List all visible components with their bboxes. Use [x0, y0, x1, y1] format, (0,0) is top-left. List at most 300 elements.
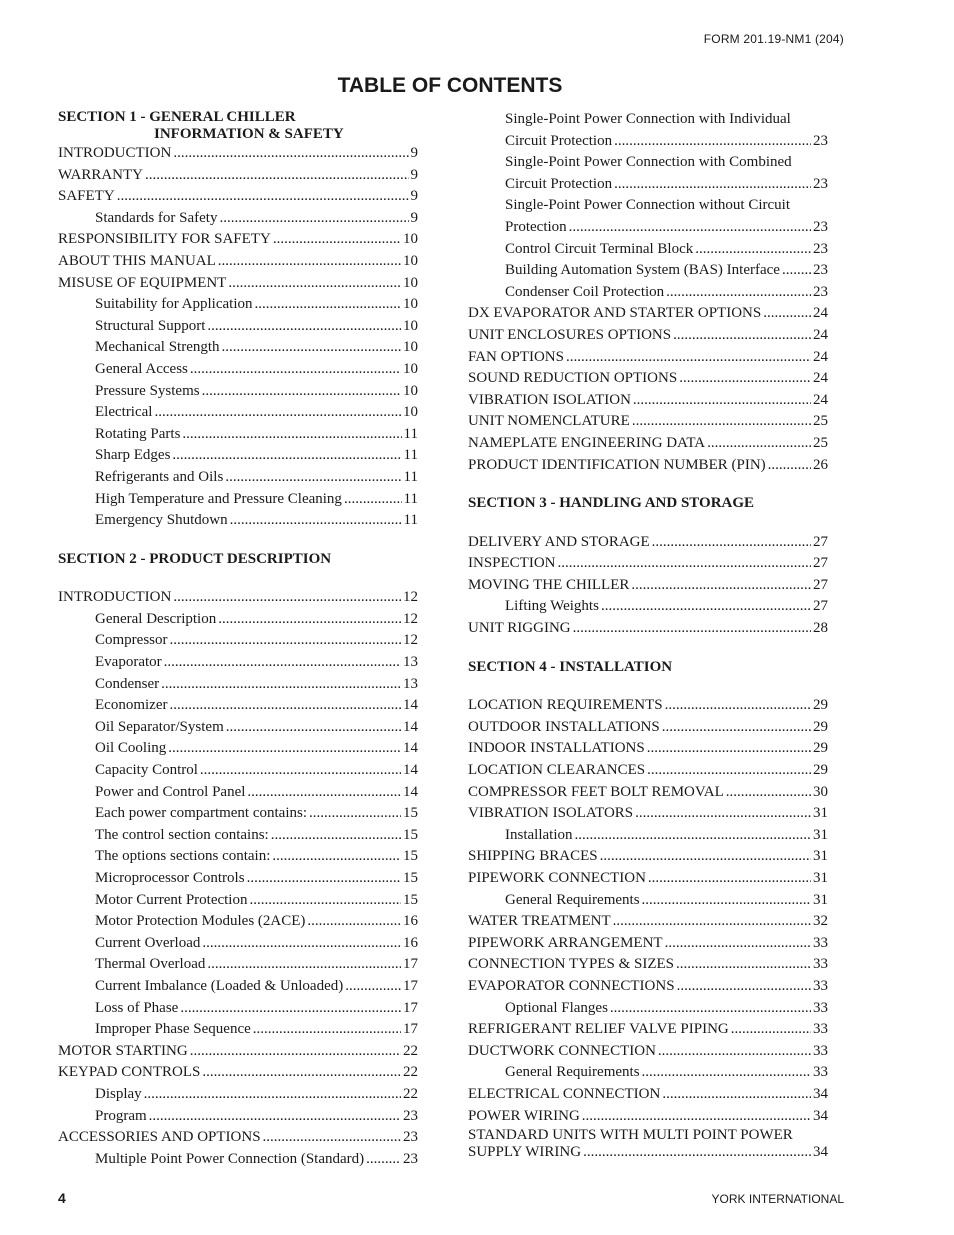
toc-entry[interactable]	[58, 467, 418, 489]
leader-dots	[573, 618, 811, 640]
toc-entry-page: 24	[813, 370, 828, 387]
toc-entry-label: Motor Protection Modules (2ACE)	[95, 913, 306, 930]
toc-entry-label: OUTDOOR INSTALLATIONS	[468, 718, 660, 735]
section-3-heading: SECTION 3 - HANDLING AND STORAGE	[468, 495, 755, 512]
leader-dots	[731, 1019, 811, 1041]
toc-entry-page: 28	[813, 620, 828, 637]
toc-entry[interactable]	[468, 455, 828, 477]
toc-entry-label: UNIT NOMENCLATURE	[468, 413, 630, 430]
toc-entry-page: 11	[403, 468, 418, 485]
toc-entry[interactable]	[468, 618, 828, 640]
toc-entry[interactable]	[468, 1041, 828, 1063]
toc-entry-label: INDOOR INSTALLATIONS	[468, 740, 645, 757]
toc-entry-page: 12	[403, 610, 418, 627]
toc-entry[interactable]	[58, 1062, 418, 1084]
leader-dots	[673, 325, 811, 347]
toc-entry[interactable]	[58, 1127, 418, 1149]
leader-dots	[647, 738, 811, 760]
toc-entry[interactable]	[58, 337, 418, 359]
toc-entry[interactable]	[468, 368, 828, 390]
toc-entry[interactable]	[58, 609, 418, 631]
toc-entry-label: FAN OPTIONS	[468, 348, 564, 365]
toc-entry-label: Refrigerants and Oils	[95, 468, 224, 485]
toc-entry[interactable]	[468, 1062, 828, 1084]
toc-entry-label: COMPRESSOR FEET BOLT REMOVAL	[468, 783, 724, 800]
toc-entry[interactable]	[58, 1041, 418, 1063]
section-2-list	[58, 587, 418, 1170]
toc-entry[interactable]	[58, 976, 418, 998]
leader-dots	[679, 368, 811, 390]
toc-entry-label: NAMEPLATE ENGINEERING DATA	[468, 434, 706, 451]
toc-entry[interactable]	[468, 575, 828, 597]
toc-entry[interactable]	[58, 695, 418, 717]
toc-entry-line: Single-Point Power Connection with Individual	[505, 111, 791, 127]
leader-dots	[222, 337, 401, 359]
toc-entry-label: Control Circuit Terminal Block	[505, 240, 694, 257]
leader-dots	[161, 674, 401, 696]
toc-entry-label: Loss of Phase	[95, 999, 179, 1016]
toc-entry[interactable]	[58, 186, 418, 208]
toc-entry-label: Program	[95, 1107, 147, 1124]
leader-dots	[763, 303, 811, 325]
toc-entry[interactable]	[468, 553, 828, 575]
toc-entry[interactable]	[468, 717, 828, 739]
leader-dots	[601, 596, 811, 618]
leader-dots	[202, 1062, 401, 1084]
toc-entry-label: Microprocessor Controls	[95, 870, 245, 886]
toc-entry-label: Building Automation System (BAS) Interface	[505, 262, 780, 279]
leader-dots	[582, 1106, 811, 1128]
toc-entry-label: General Description	[95, 610, 217, 627]
leader-dots	[642, 890, 811, 912]
leader-dots	[173, 587, 401, 609]
toc-entry-page: 9	[410, 145, 418, 161]
leader-dots	[273, 229, 401, 251]
toc-entry-label: Power and Control Panel	[95, 783, 246, 800]
toc-entry-label: WARRANTY	[58, 166, 143, 183]
toc-entry-page: 29	[813, 762, 828, 779]
leader-dots	[600, 846, 811, 868]
toc-entry-label: REFRIGERANT RELIEF VALVE PIPING	[468, 1021, 729, 1038]
toc-entry-label: Sharp Edges	[95, 447, 171, 464]
toc-entry[interactable]	[468, 1019, 828, 1041]
toc-entry[interactable]	[58, 868, 418, 890]
toc-entry-label: Oil Separator/System	[95, 718, 224, 735]
toc-entry-page: 17	[403, 999, 418, 1016]
leader-dots	[228, 273, 401, 295]
toc-entry[interactable]	[58, 381, 418, 403]
toc-entry-label: Installation	[505, 826, 573, 843]
toc-entry-page: 10	[403, 274, 418, 291]
toc-entry-page: 9	[410, 188, 418, 205]
page-number: 4	[58, 1190, 66, 1206]
toc-entry-page: 23	[813, 262, 828, 279]
toc-entry-label: Economizer	[95, 697, 168, 714]
toc-entry-page: 27	[813, 555, 828, 572]
leader-dots	[575, 825, 812, 847]
toc-entry-label: Display	[95, 1085, 142, 1102]
leader-dots	[207, 954, 401, 976]
options-list	[468, 239, 828, 477]
toc-entry-page: 23	[403, 1129, 418, 1146]
toc-entry-page: 13	[403, 654, 418, 671]
leader-dots	[583, 1143, 811, 1161]
leader-dots	[614, 131, 811, 153]
toc-entry-label: SHIPPING BRACES	[468, 848, 598, 865]
toc-entry[interactable]	[468, 738, 828, 760]
toc-entry-line: Single-Point Power Connection with Combined	[505, 154, 792, 171]
toc-entry[interactable]	[58, 674, 418, 696]
toc-entry-page: 33	[813, 934, 828, 951]
toc-entry[interactable]	[58, 424, 418, 446]
leader-dots	[271, 825, 401, 847]
leader-dots	[648, 868, 811, 890]
toc-entry-page: 10	[403, 231, 418, 248]
toc-entry-label: SAFETY	[58, 188, 115, 205]
toc-entry[interactable]	[58, 489, 418, 511]
toc-entry-page: 25	[813, 413, 828, 430]
toc-entry[interactable]	[58, 760, 418, 782]
leader-dots	[558, 553, 811, 575]
leader-dots	[613, 911, 811, 933]
toc-entry[interactable]	[58, 1149, 418, 1171]
toc-entry[interactable]	[468, 325, 828, 347]
leader-dots	[307, 911, 401, 933]
leader-dots	[707, 433, 811, 455]
section-4-heading: SECTION 4 - INSTALLATION	[468, 658, 673, 675]
toc-entry[interactable]	[468, 282, 828, 304]
leader-dots	[569, 217, 811, 239]
toc-entry-page: 16	[403, 934, 418, 951]
toc-entry[interactable]	[58, 846, 418, 868]
toc-entry-page: 24	[813, 391, 828, 408]
leader-dots	[677, 976, 811, 998]
toc-entry-page: 24	[813, 305, 828, 322]
toc-entry-label: Oil Cooling	[95, 740, 167, 757]
leader-dots	[225, 467, 401, 489]
toc-entry[interactable]	[468, 217, 828, 239]
toc-entry-page: 15	[403, 805, 418, 822]
toc-entry[interactable]	[58, 998, 418, 1020]
leader-dots	[170, 630, 402, 652]
toc-entry[interactable]	[468, 131, 828, 153]
toc-entry-label: Current Imbalance (Loaded & Unloaded)	[95, 977, 344, 994]
toc-entry[interactable]	[468, 433, 828, 455]
toc-entry-page: 24	[813, 326, 828, 343]
toc-entry-page: 10	[403, 296, 418, 313]
toc-entry-page: 33	[813, 1064, 828, 1081]
toc-entry-page: 14	[403, 718, 418, 735]
section-heading-line: SECTION 1 - GENERAL CHILLER	[58, 109, 296, 125]
toc-entry-label: Optional Flanges	[505, 999, 608, 1016]
toc-entry-label: General Access	[95, 360, 188, 377]
toc-entry-page: 14	[403, 740, 418, 757]
toc-entry[interactable]	[58, 630, 418, 652]
toc-entry-page: 13	[403, 675, 418, 692]
leader-dots	[676, 954, 811, 976]
toc-entry-label: UNIT RIGGING	[468, 620, 571, 637]
toc-entry-page: 34	[813, 1144, 828, 1161]
toc-entry-page: 33	[813, 999, 828, 1016]
toc-entry[interactable]	[58, 803, 418, 825]
leader-dots	[154, 402, 401, 424]
toc-entry[interactable]	[58, 587, 418, 609]
toc-entry[interactable]	[58, 294, 418, 316]
toc-entry[interactable]	[58, 445, 418, 467]
toc-entry[interactable]	[58, 251, 418, 273]
leader-dots	[658, 1041, 811, 1063]
toc-entry[interactable]	[468, 174, 828, 196]
toc-entry-label: ABOUT THIS MANUAL	[58, 252, 216, 269]
toc-entry-label: High Temperature and Pressure Cleaning	[95, 490, 342, 507]
toc-entry-page: 23	[813, 218, 828, 235]
toc-entry[interactable]	[58, 954, 418, 976]
toc-entry-label: Pressure Systems	[95, 382, 200, 399]
leader-dots	[344, 489, 402, 511]
toc-entry-label: Standards for Safety	[95, 209, 218, 226]
toc-entry[interactable]	[468, 239, 828, 261]
toc-entry[interactable]	[58, 510, 418, 532]
toc-entry[interactable]	[468, 846, 828, 868]
toc-entry-page: 31	[813, 891, 828, 908]
toc-entry[interactable]	[468, 954, 828, 976]
toc-entry[interactable]	[468, 532, 828, 554]
toc-entry[interactable]	[468, 303, 828, 325]
toc-right-column	[468, 109, 828, 1161]
toc-entry-label: MOTOR STARTING	[58, 1042, 188, 1059]
toc-entry[interactable]	[58, 229, 418, 251]
leader-dots	[164, 652, 401, 674]
leader-dots	[172, 445, 401, 467]
toc-entry[interactable]	[58, 911, 418, 933]
leader-dots	[169, 695, 401, 717]
form-number: FORM 201.19-NM1 (204)	[703, 32, 844, 46]
toc-entry-label: PIPEWORK ARRANGEMENT	[468, 934, 663, 951]
leader-dots	[263, 1127, 401, 1149]
leader-dots	[642, 1062, 811, 1084]
leader-dots	[202, 381, 401, 403]
leader-dots	[202, 933, 401, 955]
toc-entry-label: Condenser	[95, 675, 160, 692]
toc-entry-label: KEYPAD CONTROLS	[58, 1064, 201, 1081]
toc-entry-label: The options sections contain:	[95, 848, 271, 865]
leader-dots	[182, 424, 401, 446]
toc-entry-label: DUCTWORK CONNECTION	[468, 1042, 656, 1059]
toc-entry-page: 33	[813, 956, 828, 973]
toc-entry[interactable]	[58, 890, 418, 912]
toc-entry[interactable]	[468, 1106, 828, 1128]
toc-entry[interactable]	[58, 782, 418, 804]
toc-entry-label: ACCESSORIES AND OPTIONS	[58, 1129, 261, 1146]
leader-dots	[662, 717, 811, 739]
toc-entry[interactable]	[468, 1143, 828, 1161]
toc-entry-page: 15	[403, 891, 418, 908]
toc-entry[interactable]	[58, 652, 418, 674]
leader-dots	[247, 782, 401, 804]
leader-dots	[345, 976, 401, 998]
toc-entry-page: 24	[813, 348, 828, 365]
toc-entry[interactable]	[468, 390, 828, 412]
toc-entry[interactable]	[58, 143, 418, 165]
section-2-heading: SECTION 2 - PRODUCT DESCRIPTION	[58, 550, 332, 567]
toc-entry[interactable]	[468, 933, 828, 955]
leader-dots	[610, 998, 811, 1020]
toc-entry[interactable]	[58, 738, 418, 760]
toc-entry[interactable]	[58, 933, 418, 955]
leader-dots	[662, 1084, 811, 1106]
toc-entry-page: 32	[813, 913, 828, 930]
toc-entry-page: 25	[813, 434, 828, 451]
toc-entry[interactable]	[468, 260, 828, 282]
toc-entry-page: 11	[403, 447, 418, 464]
toc-entry-page: 10	[403, 360, 418, 377]
leader-dots	[666, 282, 811, 304]
toc-entry-label: VIBRATION ISOLATION	[468, 391, 631, 408]
toc-left-column	[58, 109, 418, 1170]
toc-entry-page: 14	[403, 783, 418, 800]
toc-entry-label: Multiple Point Power Connection (Standard)	[95, 1150, 365, 1167]
page-title: TABLE OF CONTENTS	[337, 74, 563, 97]
toc-entry[interactable]	[58, 273, 418, 295]
leader-dots	[614, 174, 811, 196]
toc-entry-label: VIBRATION ISOLATORS	[468, 805, 634, 822]
toc-entry-label: Protection	[505, 218, 567, 235]
toc-entry[interactable]	[58, 208, 418, 230]
leader-dots	[168, 738, 401, 760]
toc-entry-page: 34	[813, 1107, 828, 1124]
toc-entry-page: 29	[813, 740, 828, 757]
toc-entry-label: DELIVERY AND STORAGE	[468, 533, 650, 550]
toc-entry-page: 15	[403, 848, 418, 865]
toc-entry[interactable]	[468, 911, 828, 933]
toc-entry-page: 23	[403, 1150, 418, 1167]
toc-entry[interactable]	[468, 760, 828, 782]
toc-entry-page: 16	[403, 913, 418, 930]
leader-dots	[249, 890, 401, 912]
leader-dots	[144, 1084, 401, 1106]
toc-entry-page: 17	[403, 977, 418, 994]
toc-entry-page: 9	[410, 166, 418, 183]
toc-entry[interactable]	[58, 359, 418, 381]
toc-entry[interactable]	[58, 1084, 418, 1106]
section-heading-line: INFORMATION & SAFETY	[154, 126, 344, 142]
toc-entry[interactable]	[58, 717, 418, 739]
toc-entry-page: 23	[403, 1107, 418, 1124]
leader-dots	[180, 998, 401, 1020]
toc-entry-label: Rotating Parts	[95, 425, 181, 442]
toc-entry-page: 14	[403, 697, 418, 714]
toc-entry-label: Circuit Protection	[505, 132, 613, 149]
toc-entry[interactable]	[58, 1019, 418, 1041]
toc-entry[interactable]	[468, 976, 828, 998]
toc-entry[interactable]	[468, 868, 828, 890]
toc-entry-page: 26	[813, 456, 828, 473]
leader-dots	[230, 510, 402, 532]
toc-entry[interactable]	[468, 998, 828, 1020]
toc-entry-label: INTRODUCTION	[58, 589, 172, 606]
toc-entry[interactable]	[58, 165, 418, 187]
toc-entry-page: 11	[403, 512, 418, 529]
leader-dots	[190, 1041, 401, 1063]
toc-entry-page: 14	[403, 762, 418, 779]
leader-dots	[768, 455, 811, 477]
toc-entry-label: WATER TREATMENT	[468, 913, 611, 930]
toc-entry-label: UNIT ENCLOSURES OPTIONS	[468, 326, 672, 343]
toc-entry[interactable]	[58, 825, 418, 847]
toc-entry-page: 22	[403, 1042, 418, 1059]
toc-entry-page: 10	[403, 382, 418, 399]
toc-entry-label: CONNECTION TYPES & SIZES	[468, 956, 674, 973]
toc-entry[interactable]	[468, 803, 828, 825]
toc-entry[interactable]	[468, 1084, 828, 1106]
leader-dots	[647, 760, 811, 782]
footer-company: YORK INTERNATIONAL	[711, 1192, 844, 1206]
toc-entry[interactable]	[58, 1106, 418, 1128]
toc-entry-label: PIPEWORK CONNECTION	[468, 870, 646, 886]
leader-dots	[665, 695, 811, 717]
toc-entry-page: 23	[813, 132, 828, 149]
toc-entry-label: SUPPLY WIRING	[468, 1144, 582, 1161]
toc-entry-page: 29	[813, 718, 828, 735]
toc-entry-label: General Requirements	[505, 891, 640, 908]
section-3-list	[468, 532, 828, 640]
leader-dots	[272, 846, 401, 868]
leader-dots	[633, 390, 811, 412]
toc-entry[interactable]	[468, 347, 828, 369]
leader-dots	[255, 294, 402, 316]
toc-entry-label: Circuit Protection	[505, 175, 613, 192]
toc-entry-page: 34	[813, 1085, 828, 1102]
toc-entry-line: STANDARD UNITS WITH MULTI POINT POWER	[468, 1127, 793, 1144]
toc-entry[interactable]	[468, 596, 828, 618]
leader-dots	[253, 1019, 401, 1041]
toc-entry-label: Mechanical Strength	[95, 339, 220, 356]
toc-entry[interactable]	[468, 411, 828, 433]
toc-entry-page: 11	[403, 490, 418, 507]
leader-dots	[218, 609, 401, 631]
toc-entry-label: SOUND REDUCTION OPTIONS	[468, 370, 678, 387]
leader-dots	[218, 251, 401, 273]
toc-entry[interactable]	[58, 402, 418, 424]
section-1-heading	[58, 109, 418, 143]
toc-entry-label: Electrical	[95, 404, 153, 421]
toc-entry-page: 23	[813, 240, 828, 257]
toc-entry-label: Structural Support	[95, 317, 206, 334]
section-4-list	[468, 695, 828, 1127]
toc-entry[interactable]	[58, 316, 418, 338]
leader-dots	[632, 411, 811, 433]
toc-entry[interactable]	[468, 825, 828, 847]
toc-entry-label: Current Overload	[95, 934, 201, 951]
toc-entry-label: LOCATION REQUIREMENTS	[468, 697, 663, 714]
toc-entry[interactable]	[468, 782, 828, 804]
toc-entry-page: 12	[403, 632, 418, 649]
toc-entry-label: ELECTRICAL CONNECTION	[468, 1085, 661, 1102]
toc-entry[interactable]	[468, 890, 828, 912]
toc-entry-label: LOCATION CLEARANCES	[468, 762, 646, 779]
toc-entry-page: 17	[403, 956, 418, 973]
leader-dots	[695, 239, 811, 261]
toc-entry[interactable]	[468, 695, 828, 717]
power-connection-list	[468, 109, 828, 239]
toc-entry-label: Compressor	[95, 632, 168, 649]
leader-dots	[226, 717, 401, 739]
toc-entry-label: INSPECTION	[468, 555, 556, 572]
toc-entry-label: Motor Current Protection	[95, 891, 248, 908]
toc-entry-line: Single-Point Power Connection without Circuit	[505, 197, 790, 214]
toc-entry-page: 33	[813, 1021, 828, 1038]
leader-dots	[726, 782, 811, 804]
